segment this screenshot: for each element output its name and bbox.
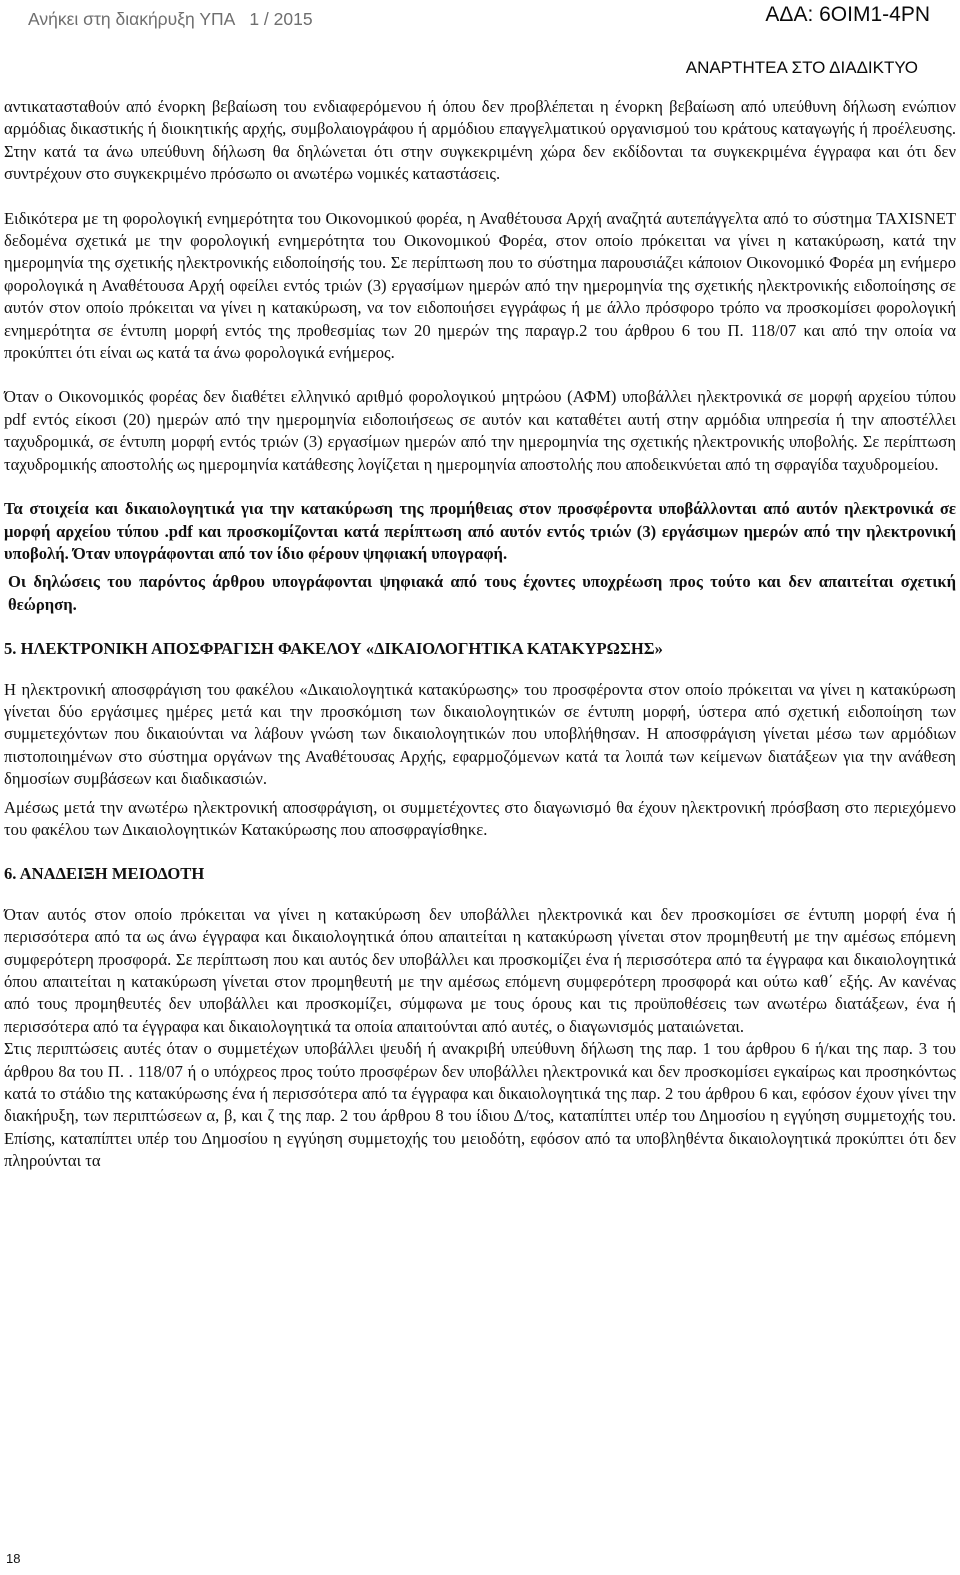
paragraph-9: Στις περιπτώσεις αυτές όταν ο συμμετέχων υποβάλλει ψευδή ή ανακριβή υπεύθυνη δήλωση της παρ. 1 του άρθρου 6 ή/και της παρ. 3 του άρθρου 8α του Π. . 118/07 ή ο υπόχρεος προς τούτο προσφέρων δεν υποβάλλει ηλεκτρονικά και δεν προσκομίσει εγκαίρως και προσηκόντως κατά το στάδιο της κατακύρωσης ένα ή περισσότερα από τα έγγραφα και δικαιολογητικά της παρ. 2 του άρθρου 6 και, εφόσον έχουν γίνει την διακήρυξη, των περιπτώσεων α, β, και ζ της παρ. 2 του άρθρου 8 του ίδιου Δ/τος, καταπίπτει υπέρ του Δημοσίου η εγγύηση συμμετοχής του. Επίσης, καταπίπτει υπέρ του Δημοσίου η εγγύηση συμμετοχής του μειοδότη, εφόσον από τα υποβληθέντα δικαιολογητικά προκύπτει ότι δεν πληρούνται τα: [4, 1039, 956, 1171]
section-heading-5: 5. ΗΛΕΚΤΡΟΝΙΚΗ ΑΠΟΣΦΡΑΓΙΣΗ ΦΑΚΕΛΟΥ «ΔΙΚΑΙΟΛΟΓΗΤΙΚΑ ΚΑΤΑΚΥΡΩΣΗΣ»: [4, 639, 663, 659]
paragraph-7: Αμέσως μετά την ανωτέρω ηλεκτρονική αποσφράγιση, οι συμμετέχοντες στο διαγωνισμό θα έχουν ηλεκτρονική πρόσβαση στο περιεχόμενο του φακέλου των Δικαιολογητικών Κατακύρωσης που αποσφραγίσθηκε.: [4, 797, 956, 839]
paragraph-2: Ειδικότερα με τη φορολογική ενημερότητα του Οικονομικού φορέα, η Αναθέτουσα Αρχή αναζητά αυτεπάγγελτα από το σύστημα TAXISNET δεδομένα σχετικά με την φορολογική ενημερότητα του Οικονομικού Φορέα, στον οποίο πρόκειται να γίνει η κατακύρωση, κατά την ημερομηνία της σχετικής ηλεκτρονικής ειδοποίησής του. Σε περίπτωση που το σύστημα παρουσιάζει κάποιον Οικονομικό Φορέα μη ενήμερο φορολογικά η Αναθέτουσα Αρχή οφείλει εντός τριών (3) εργασίμων ημερών από την ημερομηνία της σχετικής ηλεκτρονικής ειδοποίησης σε αυτόν στον οποίο πρόκειται να γίνει η κατακύρωση, να τον ειδοποιήσει εγγράφως ή με άλλο πρόσφορο τρόπο να προσκομίσει φορολογική ενημερότητα σε έντυπη μορφή εντός της προθεσμίας των 20 ημερών της παραγρ.2 του άρθρου 6 του Π. 118/07 και από την οποία να προκύπτει ότι είναι ως κατά τα άνω φορολογικά ενήμερος.: [4, 208, 956, 363]
header-ada: ΑΔΑ: 6ΟΙΜ1-4ΡΝ: [765, 3, 930, 26]
paragraph-8: Όταν αυτός στον οποίο πρόκειται να γίνει η κατακύρωση δεν υποβάλλει ηλεκτρονικά και δεν προσκομίσει σε έντυπη μορφή ένα ή περισσότερα από τα ως άνω έγγραφα και δικαιολογητικά όπου απαιτείται η κατακύρωση γίνεται στον προμηθευτή με την αμέσως επόμενη συμφερότερη προσφορά. Σε περίπτωση που και αυτός δεν υποβάλλει και προσκομίζει ένα ή περισσότερα από τα έγγραφα και δικαιολογητικά όπου απαιτείται η κατακύρωση γίνεται στον προμηθευτή με την αμέσως επόμενη συμφερότερη προσφορά και ούτω καθ΄ εξής. Αν κανένας από τους προμηθευτές δεν υποβάλλει και προσκομίζει, σύμφωνα με τους όρους και τις προϋποθέσεις των ανωτέρω διατάξεων, ένα ή περισσότερα από τα έγγραφα και δικαιολογητικά τα οποία απαιτούνται από αυτές, ο διαγωνισμός ματαιώνεται.: [4, 904, 956, 1036]
paragraph-1: αντικατασταθούν από ένορκη βεβαίωση του ενδιαφερόμενου ή όπου δεν προβλέπεται η ένορκη βεβαίωση από υπεύθυνη δήλωση ενώπιον αρμόδιας δικαστικής ή διοικητικής αρχής, συμβολαιογράφου ή αρμόδιου επαγγελματικού οργανισμού του κράτους καταγωγής ή προέλευσης. Στην κατά τα άνω υπεύθυνη δήλωση θα δηλώνεται ότι στην συγκεκριμένη χώρα δεν εκδίδονται τα συγκεκριμένα έγγραφα και ότι δεν συντρέχουν στο συγκεκριμένο πρόσωπο οι ανωτέρω νομικές καταστάσεις.: [4, 97, 956, 184]
page-number: 18: [6, 1551, 21, 1566]
header-number: 1 / 2015: [249, 9, 313, 29]
paragraph-3: Όταν ο Οικονομικός φορέας δεν διαθέτει ελληνικό αριθμό φορολογικού μητρώου (ΑΦΜ) υποβάλλει ηλεκτρονικά σε μορφή αρχείου τύπου pdf εντός είκοσι (20) ημερών από την ημερομηνία ειδοποιήσεως σε αυτόν και καταθέτει αυτή στην αρμόδια υπηρεσία ή την αποστέλλει ταχυδρομικά, σε έντυπη μορφή εντός τριών (3) εργασίμων ημερών από την ημερομηνία της σχετικής ηλεκτρονικής υποβολής. Σε περίπτωση ταχυδρομικής αποστολής ως ημερομηνία κατάθεσης λογίζεται η ημερομηνία αποστολής που αποδεικνύεται από τη σφραγίδα ταχυδρομείου.: [4, 387, 956, 474]
header-posted: Ανήκει στη διακήρυξη ΥΠΑ: [28, 9, 236, 29]
document-body: [4, 96, 956, 1173]
section-heading-6: 6. ΑΝΑΔΕΙΞΗ ΜΕΙΟΔΟΤΗ: [4, 864, 205, 884]
paragraph-5: Οι δηλώσεις του παρόντος άρθρου υπογράφονται ψηφιακά από τους έχοντες υποχρέωση προς τούτο και δεν απαιτείται σχετική θεώρηση.: [8, 572, 956, 614]
paragraph-4: Τα στοιχεία και δικαιολογητικά για την κατακύρωση της προμήθειας στον προσφέροντα υποβάλλονται από αυτόν ηλεκτρονικά σε μορφή αρχείου τύπου .pdf και προσκομίζονται κατά περίπτωση από αυτόν εντός τριών (3) εργάσιμων ημερών από την ηλεκτρονική υποβολή. Όταν υπογράφονται από τον ίδιο φέρουν ψηφιακή υπογραφή.: [4, 499, 956, 563]
paragraph-6: Η ηλεκτρονική αποσφράγιση του φακέλου «Δικαιολογητικά κατακύρωσης» του προσφέροντα στον οποίο πρόκειται να γίνει η κατακύρωση γίνεται δύο εργάσιμες ημέρες μετά και την προσκόμιση των δικαιολογητικών σε έντυπη μορφή, ύστερα από σχετική ειδοποίηση των συμμετεχόντων που δικαιούνται να λάβουν γνώση των δικαιολογητικών που υποβλήθησαν. Η αποσφράγιση γίνεται μέσω των αρμόδιων πιστοποιημένων στο σύστημα οργάνων της Αναθέτουσας Αρχής, εφαρμοζόμενων κατά τα λοιπά των κείμενων διατάξεων για την ανάθεση δημοσίων συμβάσεων και διαδικασιών.: [4, 679, 956, 789]
header-posted-line: [28, 9, 313, 30]
header-published: ΑΝΑΡΤΗΤΕΑ ΣΤΟ ΔΙΑΔΙΚΤΥΟ: [685, 58, 918, 77]
